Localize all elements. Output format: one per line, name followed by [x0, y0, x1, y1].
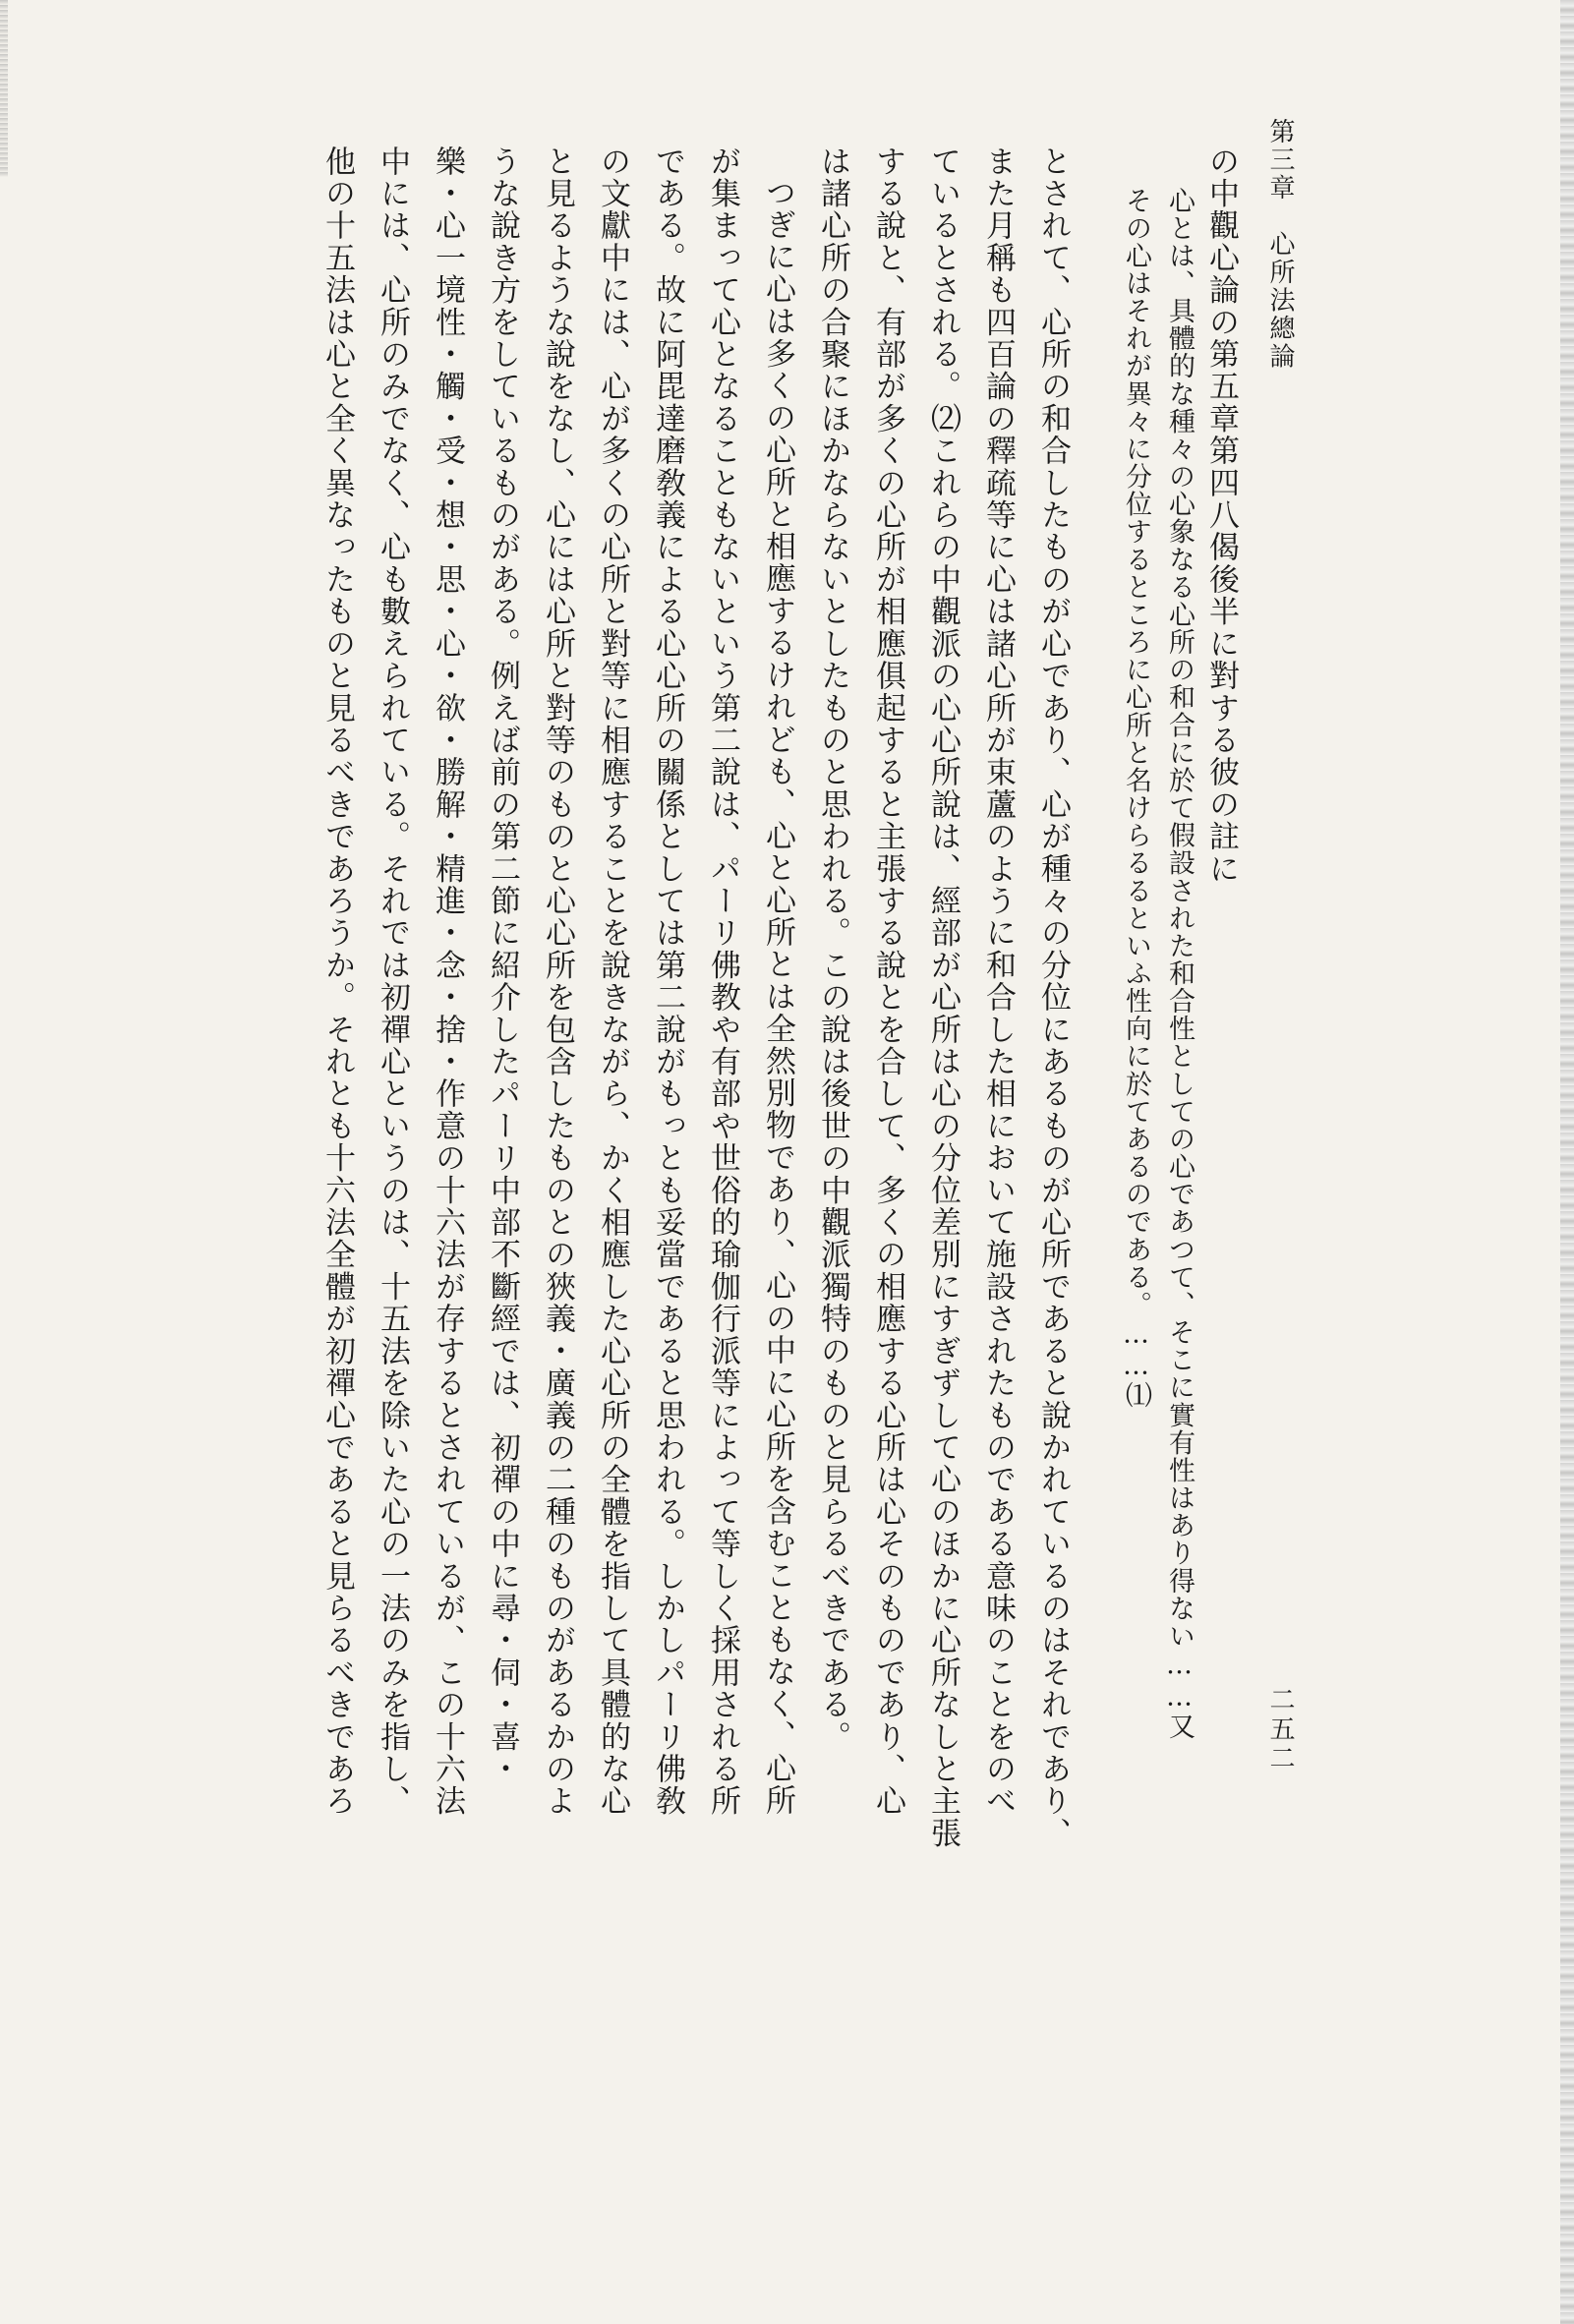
text-line: とされて、心所の和合したものが心であり、心が種々の分位にあるものが心所であると說かれているのはそれであり、 — [1035, 145, 1071, 1850]
text-line: つぎに心は多くの心所と相應するけれども、心と心所とは全然別物であり、心の中に心所を含むこともなく、心所 — [760, 177, 795, 1817]
text-line: の中觀心論の第五章第四八偈後半に對する彼の註に — [1203, 145, 1239, 886]
text-line: は諸心所の合聚にほかならないとしたものと思われる。この說は後世の中觀派獨特のものと見らるべきである。 — [815, 145, 850, 1754]
text-line: ているとされる。⑵これらの中觀派の心心所說は、經部が心所は心の分位差別にすぎずして心のほかに心所なしと主張 — [925, 145, 961, 1850]
text-line: 他の十五法は心と全く異なったものと見るべきであろうか。それとも十六法全體が初禪心であると見らるべきであろ — [320, 145, 355, 1818]
quote-line: 心とは、具體的な種々の心象なる心所の和合に於て假設された和合性としての心であつて、そこに實有性はあり得ない……又 — [1164, 187, 1195, 1741]
chapter-header: 第三章 心所法總論 — [1265, 118, 1295, 372]
quote-line: その心はそれが異々に分位するところに心所と名けらるるといふ性向に於てあるのである。……⑴ — [1121, 187, 1151, 1410]
text-line: する說と、有部が多くの心所が相應俱起すると主張する說とを合して、多くの相應する心所は心そのものであり、心 — [870, 145, 905, 1818]
text-line: 中には、心所のみでなく、心も數えられている。それでは初禪心というのは、十五法を除いた心の一法のみを指し、 — [375, 145, 410, 1818]
scan-edge-right — [1560, 0, 1574, 2324]
page-number: 二五二 — [1265, 1686, 1295, 1774]
text-line: 樂・心一境性・觸・受・想・思・心・欲・勝解・精進・念・捨・作意の十六法が存するとされているが、この十六法 — [430, 145, 465, 1818]
text-line: また月稱も四百論の釋疏等に心は諸心所が束蘆のように和合した相において施設されたものである意味のことをのべ — [980, 145, 1016, 1818]
text-line: である。故に阿毘達磨敎義による心心所の關係としては第二說がもっとも妥當であると思われる。しかしパーリ佛敎 — [650, 145, 685, 1818]
scan-edge-left — [0, 0, 8, 177]
text-line: と見るような說をなし、心には心所と對等のものと心心所を包含したものとの狹義・廣義の二種のものがあるかのよ — [540, 145, 575, 1818]
text-line: うな說き方をしているものがある。例えば前の第二節に紹介したパーリ中部不斷經では、初禪の中に尋・伺・喜・ — [485, 145, 520, 1785]
text-line: の文獻中には、心が多くの心所と對等に相應することを說きながら、かく相應した心心所の全體を指して具體的な心 — [595, 145, 630, 1818]
text-line: が集まって心となることもないという第二說は、パーリ佛教や有部や世俗的瑜伽行派等によって等しく採用される所 — [705, 145, 740, 1818]
